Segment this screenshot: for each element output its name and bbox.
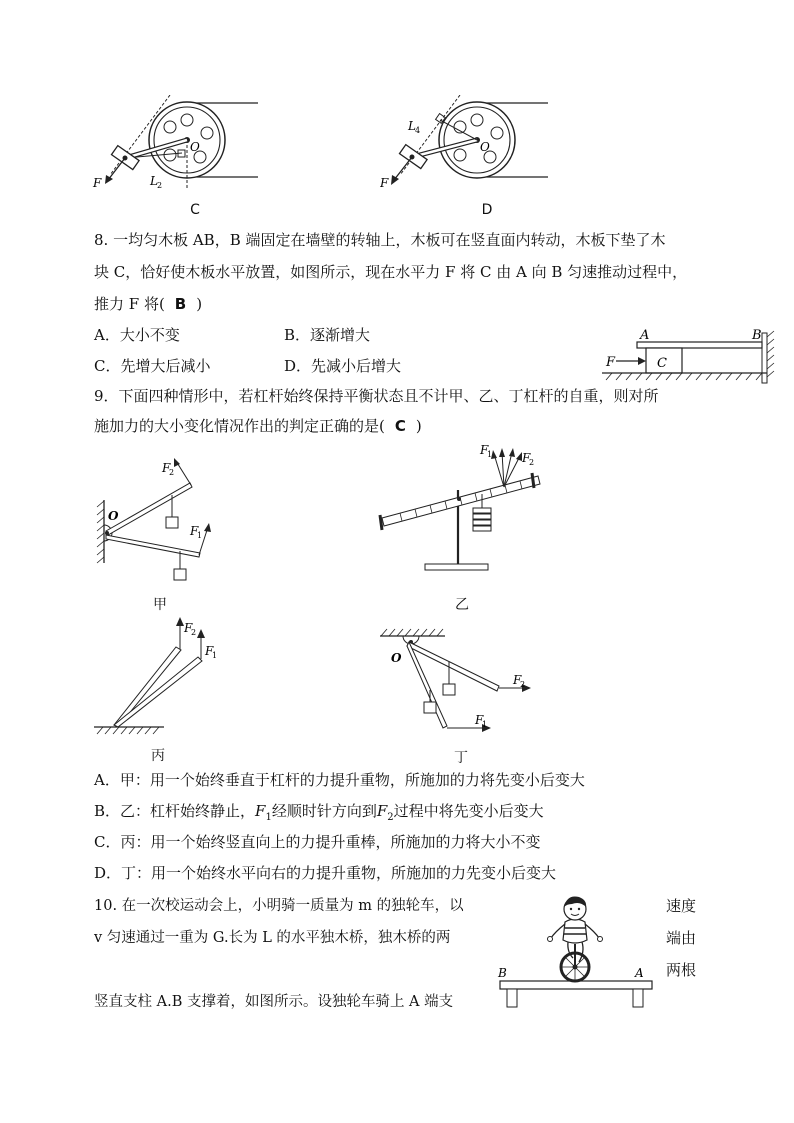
q8-figure-force-label: F bbox=[606, 355, 616, 370]
q9-option-d: D．丁：用一个始终水平向右的力提升重物，所施加的力先变小后变大 bbox=[94, 864, 557, 882]
svg-text:2: 2 bbox=[191, 628, 197, 637]
q9-figure-bing bbox=[94, 615, 234, 737]
svg-text:F: F bbox=[162, 461, 171, 475]
q10-line-1b: 速度 bbox=[666, 897, 697, 915]
q10-line-2a: v 匀速通过一重为 G.长为 L 的水平独木桥，独木桥的两 bbox=[94, 930, 451, 946]
svg-text:1: 1 bbox=[197, 531, 203, 540]
svg-text:F: F bbox=[184, 621, 193, 635]
q8-figure bbox=[602, 325, 777, 387]
svg-text:2: 2 bbox=[157, 181, 163, 190]
figure-d-label: D bbox=[481, 202, 493, 218]
figure-c-arm-label: L bbox=[150, 174, 158, 188]
svg-text:F: F bbox=[205, 644, 214, 658]
q10-line-2b: 端由 bbox=[666, 929, 697, 947]
q8-figure-b-label: B bbox=[752, 328, 762, 343]
q8-option-b: B．逐渐增大 bbox=[284, 326, 371, 344]
q8-option-c: C．先增大后减小 bbox=[94, 357, 211, 375]
figure-d-pivot-label: O bbox=[480, 140, 490, 154]
figure-d-force-label: F bbox=[380, 176, 389, 190]
q9-line-2: 施加力的大小变化情况作出的判定正确的是( C ) bbox=[94, 417, 422, 435]
q9-answer: C bbox=[394, 417, 406, 435]
svg-text:2: 2 bbox=[520, 680, 526, 689]
q9-label-ding: 丁 bbox=[454, 750, 468, 766]
q8-figure-block-label: C bbox=[657, 356, 667, 371]
figure-d-arm-label: L bbox=[408, 119, 416, 133]
q9-figure-yi bbox=[370, 440, 550, 575]
svg-text:F: F bbox=[480, 443, 489, 457]
q9-figure-ding bbox=[375, 628, 535, 746]
svg-text:O: O bbox=[108, 509, 119, 523]
svg-text:F: F bbox=[522, 451, 531, 465]
q10-line-3b: 两根 bbox=[666, 961, 697, 979]
q9-label-bing: 丙 bbox=[151, 748, 165, 764]
q10-figure-a-label: A bbox=[635, 966, 644, 980]
figure-c bbox=[90, 95, 260, 195]
q8-answer: B bbox=[174, 295, 187, 313]
svg-text:1: 1 bbox=[487, 450, 493, 459]
svg-text:F: F bbox=[475, 713, 484, 727]
q9-label-jia: 甲 bbox=[153, 597, 167, 613]
svg-text:2: 2 bbox=[169, 468, 175, 477]
q9-label-yi: 乙 bbox=[455, 597, 469, 613]
q10-line-4a: 竖直支柱 A.B 支撑着，如图所示。设独轮车骑上 A 端支 bbox=[94, 994, 454, 1010]
q10-figure bbox=[495, 892, 660, 1012]
q8-option-a: A．大小不变 bbox=[94, 326, 180, 344]
svg-text:F: F bbox=[513, 673, 522, 687]
q10-figure-b-label: B bbox=[498, 966, 507, 980]
q9-option-a: A．甲：用一个始终垂直于杠杆的力提升重物，所施加的力将先变小后变大 bbox=[94, 771, 585, 789]
q8-line-2: 块 C，恰好使木板水平放置，如图所示，现在水平力 F 将 C 由 A 向 B 匀速推动过程中， bbox=[94, 263, 688, 281]
q8-option-d: D．先减小后增大 bbox=[284, 357, 402, 375]
svg-text:O: O bbox=[391, 651, 402, 665]
q9-option-b: B．乙：杠杆始终静止，$F_1$经顺时针方向到$F_2$过程中将先变小后变大 bbox=[94, 802, 544, 823]
svg-text:F: F bbox=[190, 524, 199, 538]
svg-text:4: 4 bbox=[415, 126, 421, 135]
q10-line-1a: 10. 在一次校运动会上，小明骑一质量为 m 的独轮车，以 bbox=[94, 898, 464, 914]
svg-text:1: 1 bbox=[212, 651, 218, 660]
q9-figure-jia bbox=[94, 455, 224, 590]
figure-d bbox=[380, 95, 550, 195]
q9-line-1: 9．下面四种情形中，若杠杆始终保持平衡状态且不计甲、乙、丁杠杆的自重，则对所 bbox=[94, 387, 659, 405]
q8-figure-a-label: A bbox=[640, 328, 650, 343]
figure-c-force-label: F bbox=[93, 176, 102, 190]
q9-option-c: C．丙：用一个始终竖直向上的力提升重棒，所施加的力将大小不变 bbox=[94, 833, 541, 851]
figure-c-pivot-label: O bbox=[190, 140, 200, 154]
svg-text:1: 1 bbox=[482, 720, 488, 729]
q8-line-3: 推力 F 将( B ) bbox=[94, 295, 203, 313]
figure-c-label: C bbox=[190, 202, 200, 218]
q8-line-1: 8. 一均匀木板 AB，B 端固定在墙壁的转轴上，木板可在竖直面内转动，木板下垫了木 bbox=[94, 231, 666, 249]
svg-text:2: 2 bbox=[529, 458, 535, 467]
